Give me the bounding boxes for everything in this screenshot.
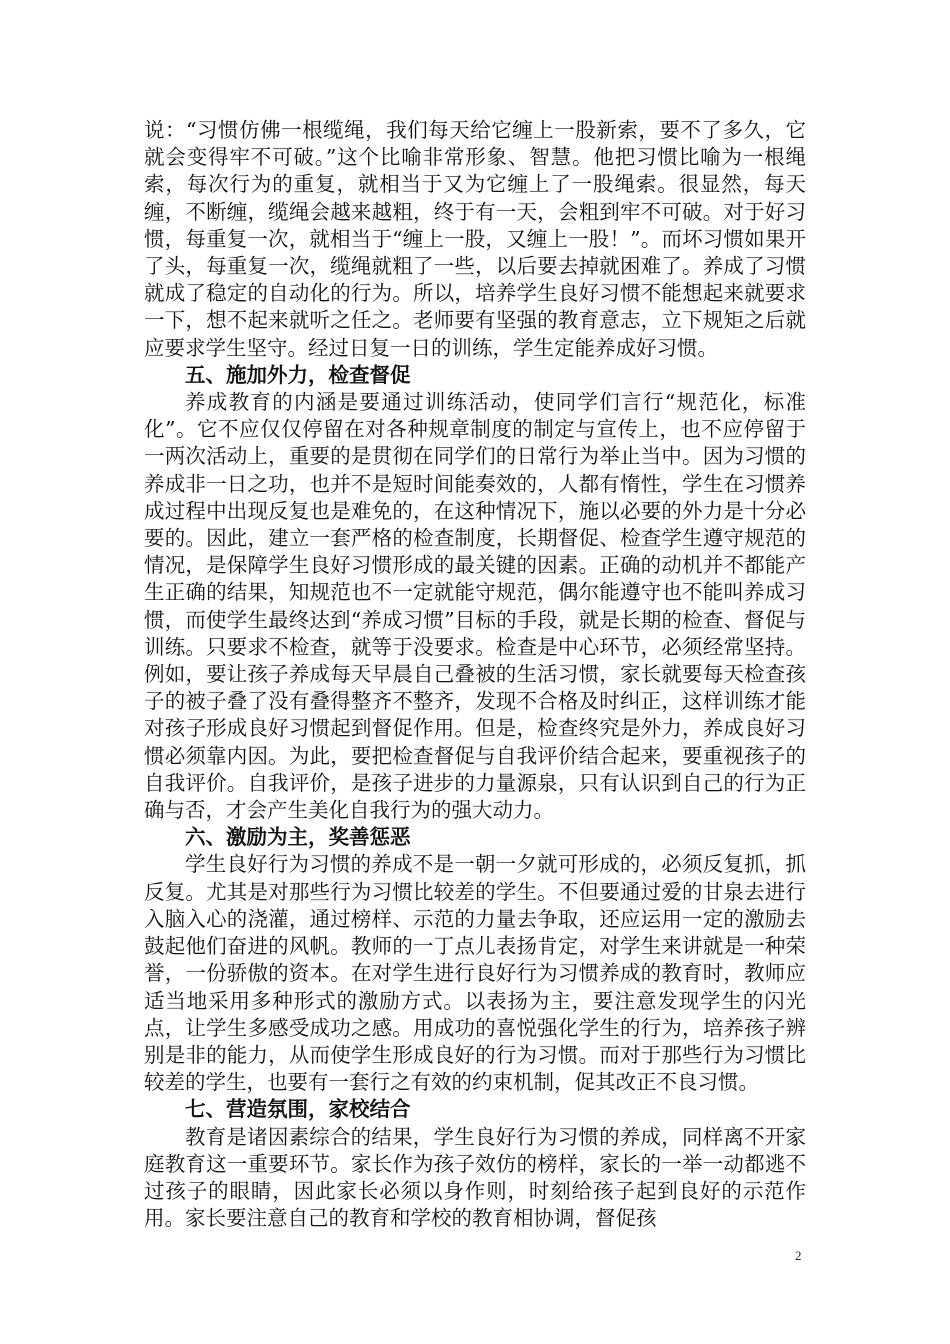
section-heading-5: 五、施加外力，检查督促 xyxy=(185,362,411,387)
section-heading-7: 七、营造氛围，家校结合 xyxy=(185,1097,411,1122)
document-body xyxy=(144,117,806,1232)
section-paragraph-5: 养成教育的内涵是要通过训练活动，使同学们言行“规范化，标准化”。它不应仅仅停留在对各种规章制度的制定与宣传上，也不应停留于一两次活动上，重要的是贯彻在同学们的日常行为举止当中。因为习惯的养成非一日之功，也并不是短时间能奏效的，人都有惰性，学生在习惯养成过程中出现反复也是难免的，在这种情况下，施以必要的外力是十分必要的。因此，建立一套严格的检查制度，长期督促、检查学生遵守规范的情况，是保障学生良好习惯形成的最关键的因素。正确的动机并不都能产生正确的结果，知规范也不一定就能守规范，偶尔能遵守也不能叫养成习惯，而使学生最终达到“养成习惯”目标的手段，就是长期的检查、督促与训练。只要求不检查，就等于没要求。检查是中心环节，必须经常坚持。例如，要让孩子养成每天早晨自己叠被的生活习惯，家长就要每天检查孩子的被子叠了没有叠得整齐不整齐，发现不合格及时纠正，这样训练才能对孩子形成良好习惯起到督促作用。但是，检查终究是外力，养成良好习惯必须靠内因。为此，要把检查督促与自我评价结合起来，要重视孩子的自我评价。自我评价，是孩子进步的力量源泉，只有认识到自己的行为正确与否，才会产生美化自我行为的强大动力。 xyxy=(144,390,806,823)
section-heading-6: 六、激励为主，奖善惩恶 xyxy=(185,825,411,850)
page-number: 2 xyxy=(795,1248,802,1263)
paragraph-continuation: 说：“习惯仿佛一根缆绳，我们每天给它缠上一股新索，要不了多久，它就会变得牢不可破。”这个比喻非常形象、智慧。他把习惯比喻为一根绳索，每次行为的重复，就相当于又为它缠上了一股绳索。很显然，每天缠，不断缠，缆绳会越来越粗，终于有一天，会粗到牢不可破。对于好习惯，每重复一次，就相当于“缠上一股，又缠上一股！”。而坏习惯如果开了头，每重复一次，缆绳就粗了一些，以后要去掉就困难了。养成了习惯就成了稳定的自动化的行为。所以，培养学生良好习惯不能想起来就要求一下，想不起来就听之任之。老师要有坚强的教育意志，立下规矩之后就应要求学生坚守。经过日复一日的训练，学生定能养成好习惯。 xyxy=(144,118,806,360)
section-paragraph-7: 教育是诸因素综合的结果，学生良好行为习惯的养成，同样离不开家庭教育这一重要环节。家长作为孩子效仿的榜样，家长的一举一动都逃不过孩子的眼睛，因此家长必须以身作则，时刻给孩子起到良好的示范作用。家长要注意自己的教育和学校的教育相协调，督促孩 xyxy=(144,1124,806,1231)
section-paragraph-6: 学生良好行为习惯的养成不是一朝一夕就可形成的，必须反复抓，抓反复。尤其是对那些行为习惯比较差的学生。不但要通过爱的甘泉去进行入脑入心的浇灌，通过榜样、示范的力量去争取，还应运用一定的激励去鼓起他们奋进的风帆。教师的一丁点儿表扬肯定，对学生来讲就是一种荣誉，一份骄傲的资本。在对学生进行良好行为习惯养成的教育时，教师应适当地采用多种形式的激励方式。以表扬为主，要注意发现学生的闪光点，让学生多感受成功之感。用成功的喜悦强化学生的行为，培养孩子辨别是非的能力，从而使学生形成良好的行为习惯。而对于那些行为习惯比较差的学生，也要有一套行之有效的约束机制，促其改正不良习惯。 xyxy=(144,852,806,1095)
